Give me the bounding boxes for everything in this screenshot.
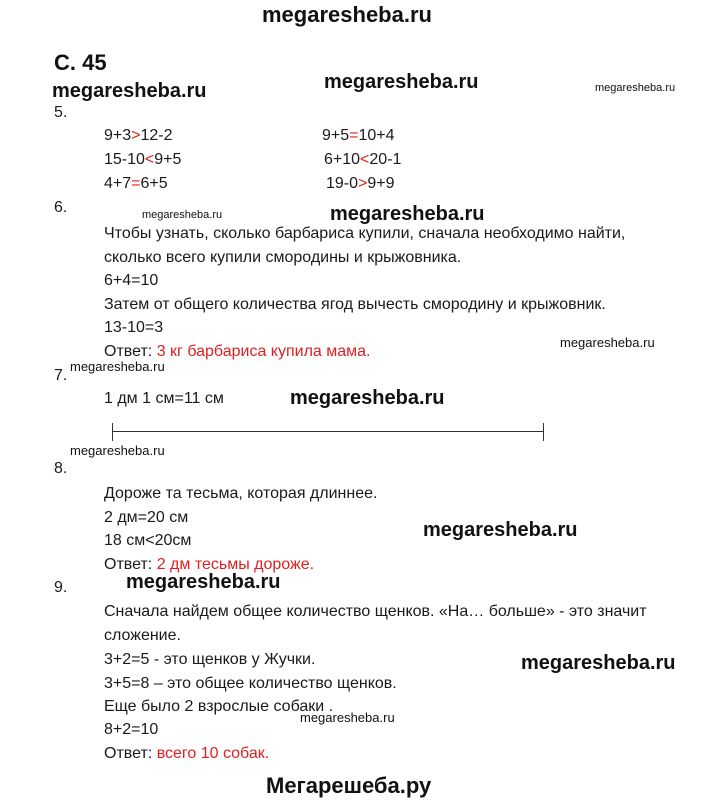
task8-line3: 18 см<20см (104, 532, 192, 549)
task5-row3-left: 4+7=6+5 (104, 175, 168, 192)
task7-number: 7. (54, 367, 68, 384)
task5-number: 5. (54, 104, 68, 121)
watermark-bottom: Мегарешеба.ру (266, 773, 432, 798)
task6-number: 6. (54, 199, 68, 216)
watermark-small-6: megaresheba.ru (142, 209, 223, 221)
segment-end-tick (543, 423, 544, 441)
task9-answer: Ответ: всего 10 собак. (104, 745, 270, 762)
task5-row3-right: 19-0>9+9 (326, 175, 395, 192)
task6-line5: 13-10=3 (104, 319, 164, 336)
watermark-small-8: megaresheba.ru (70, 443, 165, 458)
task9-line5: Еще было 2 взрослые собаки . (104, 698, 334, 715)
task9-line6: 8+2=10 (104, 721, 159, 738)
task8-number: 8. (54, 460, 68, 477)
segment-line (112, 431, 544, 432)
task5-row2-right: 6+10<20-1 (324, 151, 402, 168)
watermark-center-9a: megaresheba.ru (126, 571, 281, 593)
segment-start-tick (112, 423, 113, 441)
task9-line4: 3+5=8 – это общее количество щенков. (104, 675, 397, 692)
watermark-small-9: megaresheba.ru (300, 710, 395, 725)
task5-row2-left: 15-10<9+5 (104, 151, 182, 168)
task9-line1: Сначала найдем общее количество щенков. «На… больше» - это значит (104, 603, 647, 620)
watermark-top: megaresheba.ru (262, 2, 432, 27)
watermark-right-9: megaresheba.ru (521, 652, 676, 674)
task6-line4: Затем от общего количества ягод вычесть смородину и крыжовник. (104, 296, 606, 313)
task9-line3: 3+2=5 - это щенков у Жучки. (104, 651, 316, 668)
task6-line3: 6+4=10 (104, 272, 159, 289)
watermark-center-8: megaresheba.ru (423, 519, 578, 541)
task5-row1-right: 9+5=10+4 (322, 127, 395, 144)
task9-number: 9. (54, 579, 68, 596)
page-heading: С. 45 (54, 50, 107, 75)
watermark-small-7: megaresheba.ru (70, 359, 165, 374)
watermark-right-answer-6: megaresheba.ru (560, 335, 655, 350)
watermark-center-1: megaresheba.ru (324, 71, 479, 93)
task7-line1: 1 дм 1 см=11 см (104, 390, 224, 407)
task6-line2: сколько всего купили смородины и крыжовника. (104, 249, 462, 266)
task6-line1: Чтобы узнать, сколько барбариса купили, сначала необходимо найти, (104, 225, 626, 242)
task5-row1-left: 9+3>12-2 (104, 127, 173, 144)
task8-line1: Дороже та тесьма, которая длиннее. (104, 485, 378, 502)
task8-answer: Ответ: 2 дм тесьмы дороже. (104, 556, 315, 573)
task9-line2: сложение. (104, 627, 181, 644)
watermark-center-7: megaresheba.ru (290, 387, 445, 409)
watermark-right-small-1: megaresheba.ru (595, 82, 676, 94)
task6-answer: Ответ: 3 кг барбариса купила мама. (104, 343, 371, 360)
task8-line2: 2 дм=20 см (104, 509, 189, 526)
watermark-under-heading: megaresheba.ru (52, 80, 207, 102)
watermark-center-6: megaresheba.ru (330, 203, 485, 225)
